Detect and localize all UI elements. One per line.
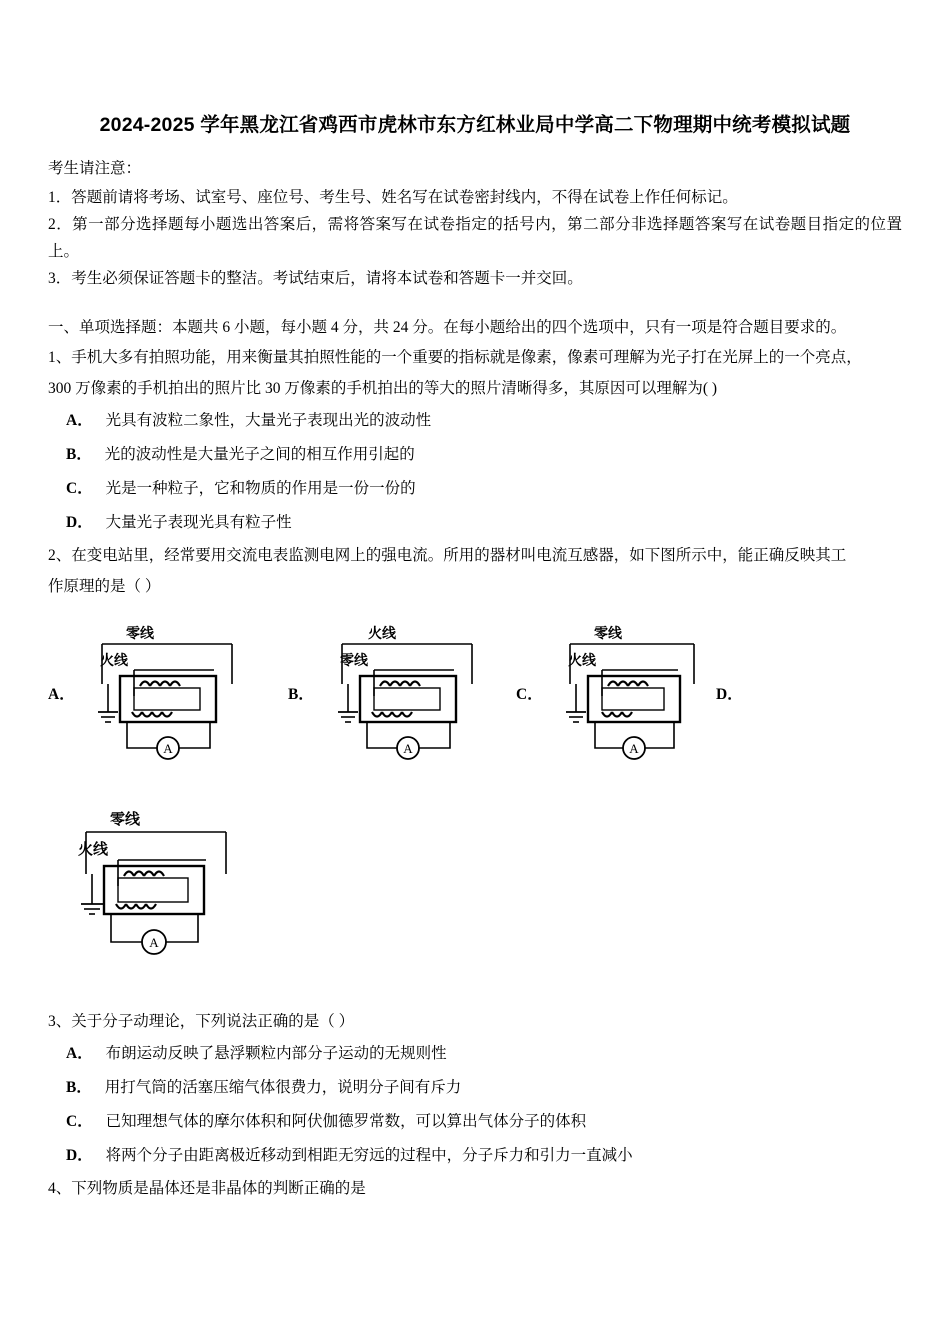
question-2-figure-row — [48, 618, 902, 768]
question-1-option-d — [48, 506, 902, 540]
question-2-figure-b — [288, 618, 492, 768]
question-2-figure-c — [516, 618, 710, 768]
question-1-option-c — [48, 472, 902, 506]
svg-text:A: A — [163, 741, 173, 756]
question-1-stem-line-2: 300 万像素的手机拍出的照片比 30 万像素的手机拍出的等大的照片清晰得多，其原因可以理解为( ) — [48, 380, 718, 397]
section-one-heading-text: 一、单项选择题：本题共 6 小题，每小题 4 分，共 24 分。在每小题给出的四个选项中，只有一项是符合题目要求的。 — [48, 319, 847, 336]
figure-label-a: A． — [48, 686, 75, 703]
option-label: D． — [66, 514, 93, 531]
option-text: 已知理想气体的摩尔体积和阿伏伽德罗常数，可以算出气体分子的体积 — [105, 1113, 587, 1130]
figure-label-b: B． — [288, 686, 314, 703]
question-1-option-b — [48, 438, 902, 472]
option-text: 大量光子表现光具有粒子性 — [105, 514, 292, 531]
question-4-stem: 4、下列物质是晶体还是非晶体的判断正确的是 — [48, 1180, 366, 1197]
svg-text:火线: 火线 — [100, 654, 128, 669]
question-2-stem-line-2: 作原理的是（ ） — [48, 578, 161, 595]
question-2-figure-d — [48, 802, 902, 962]
svg-text:A: A — [149, 935, 159, 950]
option-label: C． — [66, 1113, 93, 1130]
svg-text:零线: 零线 — [340, 654, 368, 669]
svg-text:火线: 火线 — [568, 654, 596, 669]
option-label: C． — [66, 480, 93, 497]
notice-item-2: 2．第一部分选择题每小题选出答案后，需将答案写在试卷指定的括号内，第二部分非选择题答案写在试卷题目指定的位置上。 — [48, 216, 902, 260]
section-one-heading — [48, 314, 902, 342]
notice-item-3: 3．考生必须保证答题卡的整洁。考试结束后，请将本试卷和答题卡一并交回。 — [48, 270, 583, 287]
question-3-option-d — [48, 1139, 902, 1173]
notice-heading: 考生请注意： — [48, 160, 142, 177]
question-1-option-a — [48, 404, 902, 438]
option-text: 光具有波粒二象性，大量光子表现出光的波动性 — [105, 412, 432, 429]
svg-text:零线: 零线 — [594, 627, 622, 642]
option-label: B． — [66, 1079, 92, 1096]
question-3-option-c — [48, 1105, 902, 1139]
svg-text:A: A — [403, 741, 413, 756]
question-3-option-a — [48, 1037, 902, 1071]
transformer-diagram-b — [322, 618, 492, 768]
svg-text:火线: 火线 — [368, 627, 396, 642]
figure-label-c: C． — [516, 686, 543, 703]
figure-label-d: D． — [716, 686, 743, 703]
option-label: D． — [66, 1147, 93, 1164]
transformer-diagram-d — [66, 802, 266, 962]
question-2-figure-a — [48, 618, 252, 768]
transformer-diagram-c — [550, 618, 710, 768]
option-label: A． — [66, 1045, 93, 1062]
question-2-figure-d-label — [716, 682, 750, 768]
question-2-stem-line-1: 2、在变电站里，经常要用交流电表监测电网上的强电流。所用的器材叫电流互感器，如下图所示中，能正确反映其工 — [48, 547, 847, 564]
svg-text:零线: 零线 — [110, 812, 141, 828]
question-1-stem-line-1: 1、手机大多有拍照功能，用来衡量其拍照性能的一个重要的指标就是像素，像素可理解为光子打在光屏上的一个亮点， — [48, 349, 862, 366]
option-text: 光的波动性是大量光子之间的相互作用引起的 — [104, 446, 415, 463]
option-text: 用打气筒的活塞压缩气体很费力，说明分子间有斥力 — [104, 1079, 462, 1096]
option-label: B． — [66, 446, 92, 463]
option-label: A． — [66, 412, 93, 429]
option-text: 将两个分子由距离极近移动到相距无穷远的过程中，分子斥力和引力一直减小 — [105, 1147, 633, 1164]
option-text: 光是一种粒子，它和物质的作用是一份一份的 — [105, 480, 416, 497]
page-title: 2024-2025 学年黑龙江省鸡西市虎林市东方红林业局中学高二下物理期中统考模拟试题 — [99, 114, 851, 136]
notice-item-1: 1．答题前请将考场、试室号、座位号、考生号、姓名写在试卷密封线内，不得在试卷上作任何标记。 — [48, 189, 738, 206]
svg-text:A: A — [629, 741, 639, 756]
svg-text:零线: 零线 — [126, 627, 154, 642]
svg-text:火线: 火线 — [78, 842, 109, 858]
option-text: 布朗运动反映了悬浮颗粒内部分子运动的无规则性 — [105, 1045, 447, 1062]
question-3-option-b — [48, 1071, 902, 1105]
question-3-stem: 3、关于分子动理论，下列说法正确的是（ ） — [48, 1013, 355, 1030]
transformer-diagram-a — [82, 618, 252, 768]
